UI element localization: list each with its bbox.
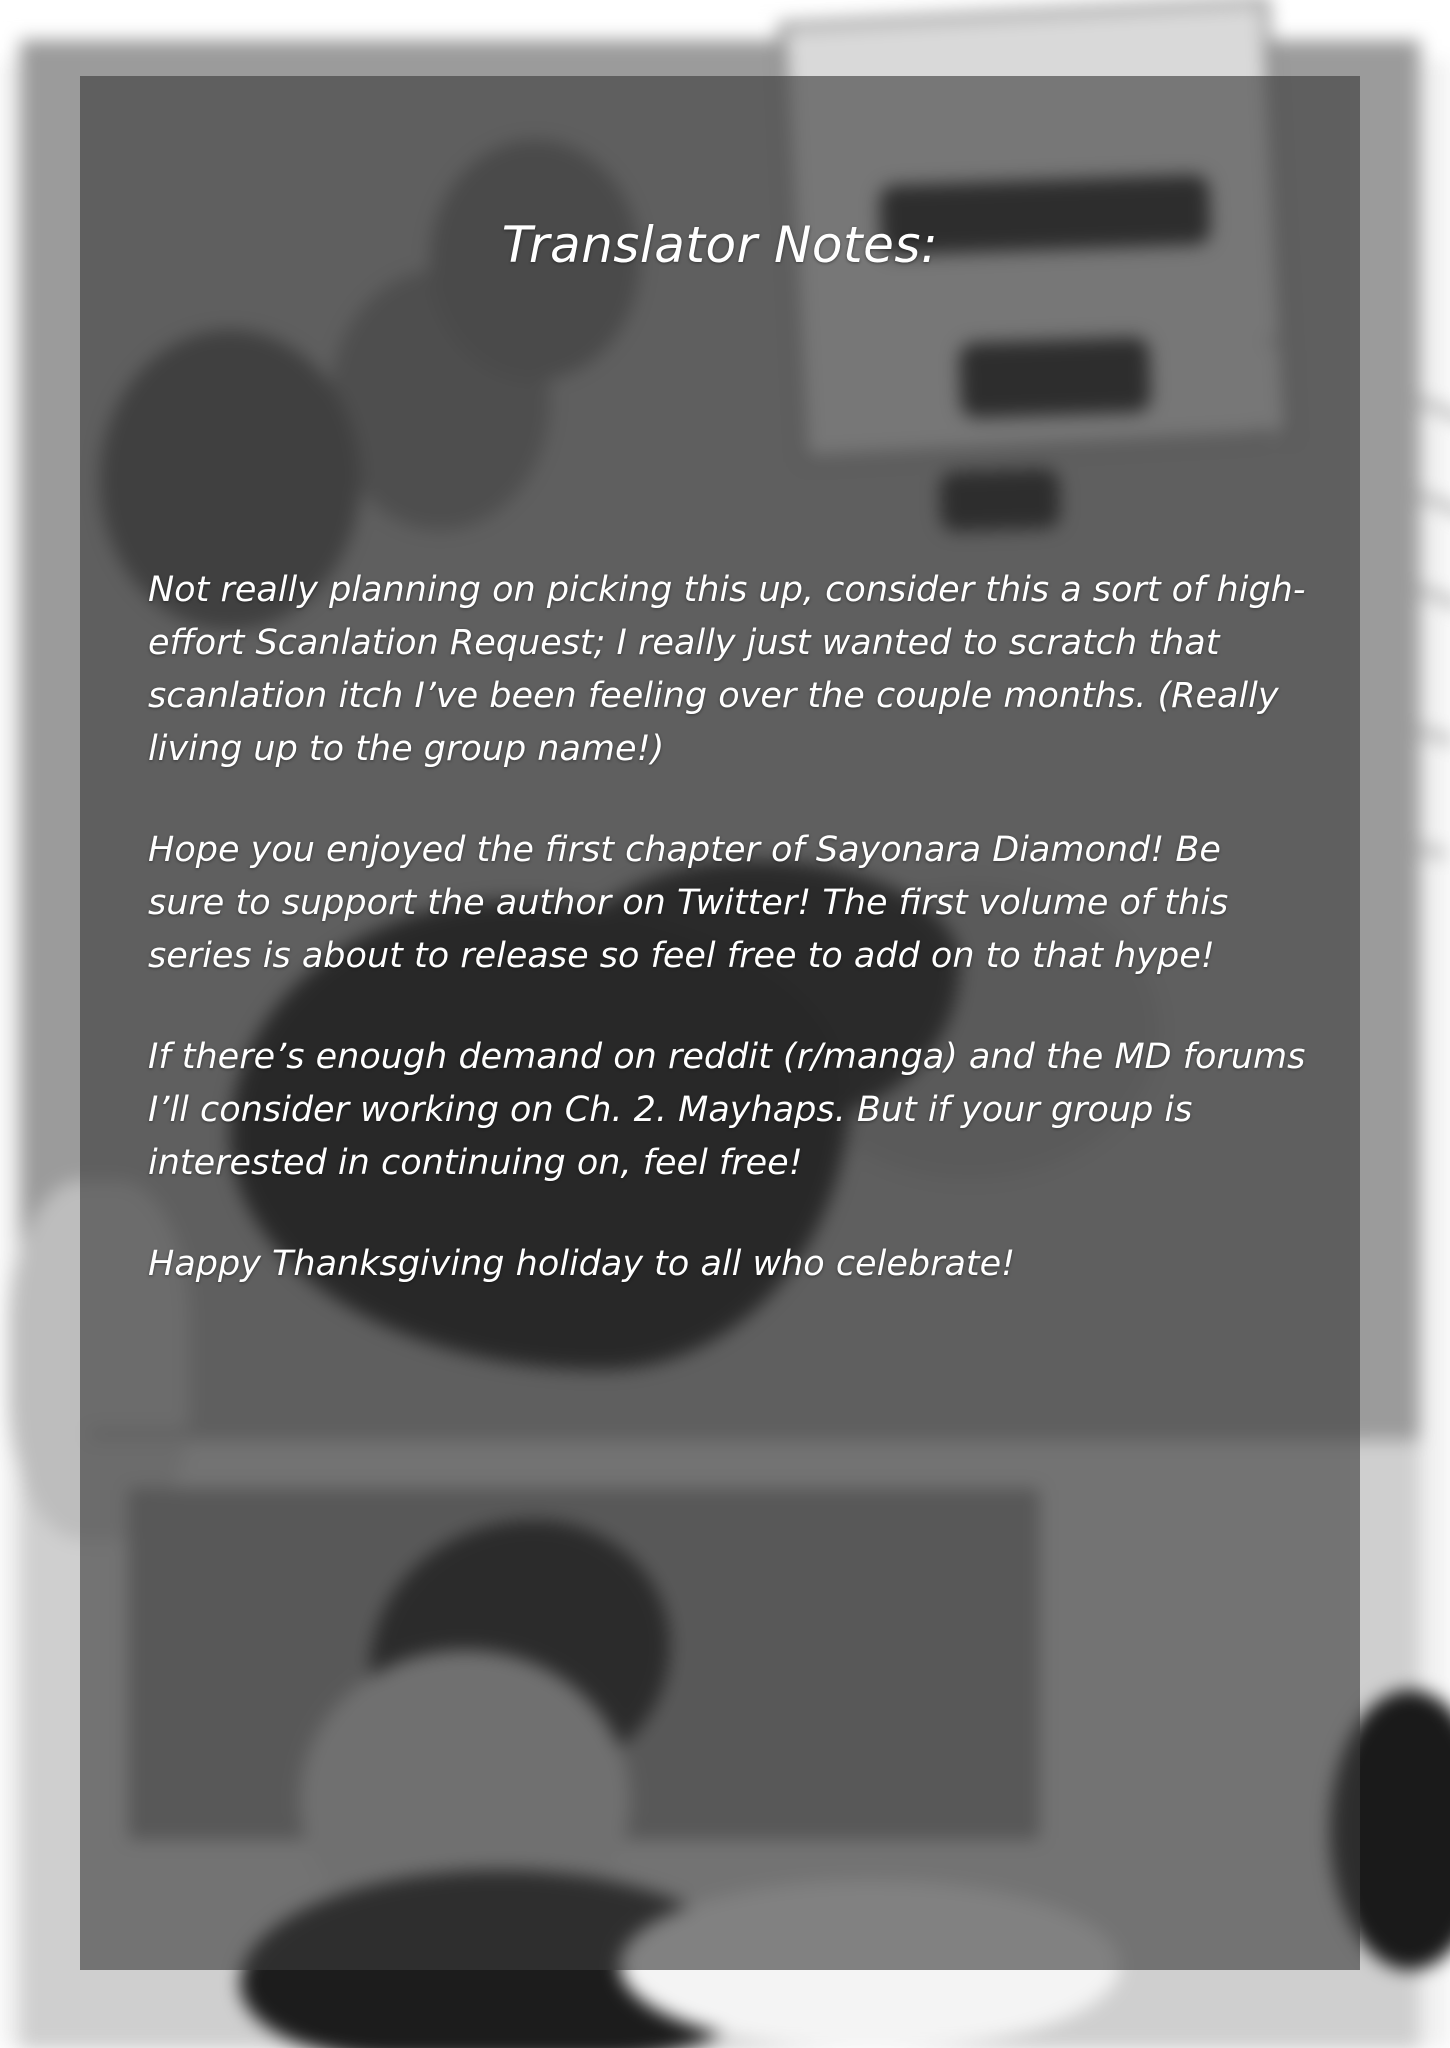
- note-paragraph: Hope you enjoyed the first chapter of Sayonara Diamond! Be sure to support the author on Twitter! The first volume of this series is about to release so feel free to add on to that hype!: [148, 830, 1229, 976]
- note-paragraph: Happy Thanksgiving holiday to all who celebrate!: [148, 1244, 1016, 1284]
- translator-notes-title: Translator Notes:: [501, 216, 939, 274]
- translator-notes-content: [80, 76, 1360, 1970]
- translator-notes-body: [148, 564, 1308, 1291]
- note-paragraph: If there’s enough demand on reddit (r/manga) and the MD forums I’ll consider working on Ch. 2. Mayhaps. But if your group is interested in continuing on, feel free!: [148, 1037, 1306, 1183]
- translator-notes-overlay: [80, 76, 1360, 1970]
- note-paragraph: Not really planning on picking this up, consider this a sort of high-effort Scanlation Request; I really just wanted to scratch that scanlation itch I’ve been feeling over the couple months. (Really living up to the group name!): [148, 570, 1306, 769]
